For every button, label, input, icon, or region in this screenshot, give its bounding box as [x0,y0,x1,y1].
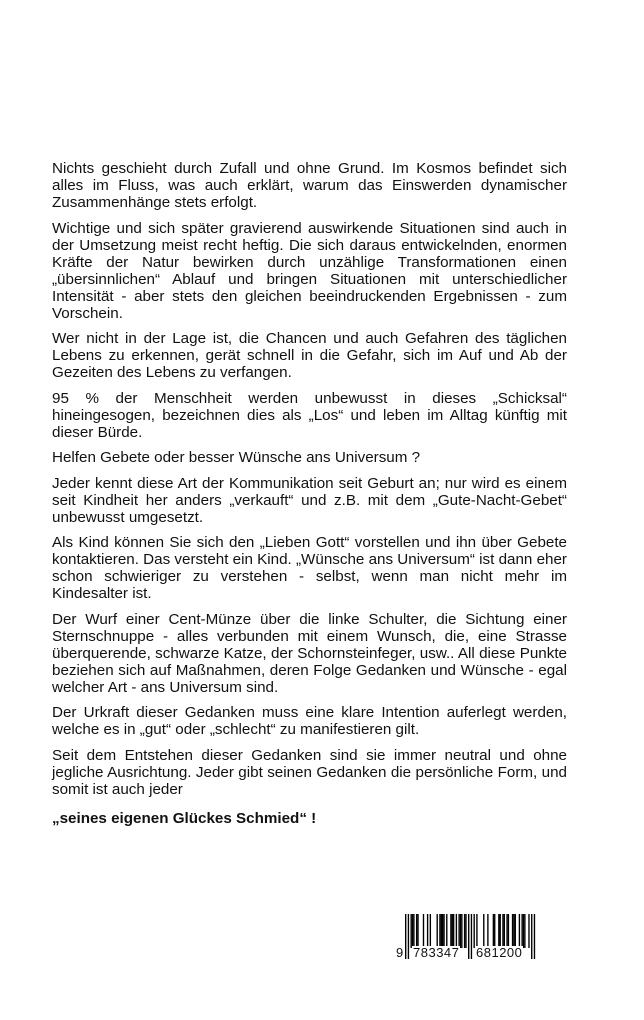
barcode-guard-bar [534,914,535,959]
paragraph-10: Seit dem Entstehen dieser Gedanken sind sie immer neutral und ohne jegliche Ausrichtung. Jeder gibt seinen Gedanken die persönliche Form, und somit ist auch jeder [52,746,567,798]
barcode-bar [452,914,453,948]
barcode-bar [460,914,461,948]
paragraph-7: Als Kind können Sie sich den „Lieben Gott“ vorstellen und ihn über Gebete kontaktieren. Das versteht ein Kind. „Wünsche ans Universum“ ist dann eher schon schwieriger zu verstehen - selbst, wenn man nicht mehr im Kindesalter ist. [52,534,567,602]
barcode-guard-bar [471,914,472,959]
barcode-bar [515,914,516,948]
barcode-bar [417,914,418,948]
barcode-bar [450,914,451,948]
paragraph-question: Helfen Gebete oder besser Wünsche ans Universum ? [52,449,421,466]
barcode-bar [453,914,454,948]
barcode-bar [476,914,477,948]
isbn-barcode [394,912,544,962]
barcode-bar [464,914,465,948]
barcode-bar [523,914,524,948]
barcode-bar [528,914,529,948]
barcode-bar [443,914,444,948]
barcode-bar [416,914,417,948]
barcode-bar [504,914,505,948]
barcode-bar [446,914,447,948]
barcode-bar [474,914,475,948]
barcode-bar [500,914,501,948]
barcode-bar [423,914,424,948]
barcode-guard-bar [405,914,406,959]
barcode-bar [513,914,514,948]
paragraph-6: Jeder kennt diese Art der Kommunikation seit Geburt an; nur wird es einem seit Kindheit her anders „verkauft“ und z.B. mit dem „Gute-Nacht-Gebet“ unbewusst umgesetzt. [52,474,567,526]
barcode-bar [437,914,438,948]
barcode-bar [441,914,442,948]
paragraph-9: Der Urkraft dieser Gedanken muss eine klare Intention auferlegt werden, welche es in „gut“ oder „schlecht“ zu manifestieren gilt. [52,704,567,738]
barcode-bar [458,914,459,948]
barcode-guard-bar [531,914,532,959]
barcode-bar [519,914,520,948]
barcode-guard-bar [468,914,469,959]
closing-line: „seines eigenen Glückes Schmied“ ! [52,809,317,827]
paragraph-1: Nichts geschieht durch Zufall und ohne Grund. Im Kosmos befindet sich alles im Fluss, was auch erklärt, warum das Einswerden dynamischer Zusammenhänge stets erfolgt. [52,160,567,211]
barcode-bar [493,914,494,948]
paragraph-8: Der Wurf einer Cent-Münze über die linke Schulter, die Sichtung einer Sternschnuppe - alles verbunden mit einem Wunsch, die, eine Strasse überquerende, schwarze Katze, der Schornsteinfeger, usw.. All diese Punkte beziehen sich auf Maßnahmen, deren Folge Gedanken und Wünsche - egal welcher Art - ans Universum sind. [52,610,567,696]
barcode-bar [439,914,440,948]
barcode-guard-bar [408,914,409,959]
barcode-bar [498,914,499,948]
barcode-right-group: 681200 [476,945,523,960]
barcode-bar [487,914,488,948]
barcode-bar [412,914,413,948]
barcode-bar [521,914,522,948]
barcode-bar [524,914,525,948]
barcode-bar [465,914,466,948]
barcode-lead-digit: 9 [396,945,404,960]
barcode-left-group: 783347 [413,945,460,960]
barcode-bar [442,914,443,948]
barcode-bar [427,914,428,948]
barcode-bar [456,914,457,948]
barcode-bar [506,914,507,948]
barcode-bar [508,914,509,948]
barcode-bar [461,914,462,948]
back-cover-text [52,160,567,835]
barcode-bar [494,914,495,948]
barcode-bar [483,914,484,948]
barcode-bar [502,914,503,948]
paragraph-2: Wichtige und sich später gravierend auswirkende Situationen sind auch in der Umsetzung meist recht heftig. Die sich daraus entwickelnden, enormen Kräfte der Natur bewirken durch unzählige Transformationen einen „übersinnlichen“ Ablauf und bringen Situationen mit unterschiedlicher Intensität - aber stets den gleichen beeindruckenden Ergebnissen - zum Vorschein. [52,219,567,322]
barcode-bar [410,914,411,948]
paragraph-3: Wer nicht in der Lage ist, die Chancen und auch Gefahren des täglichen Lebens zu erkennen, gerät schnell in die Gefahr, sich im Auf und Ab der Gezeiten des Lebens zu verfangen. [52,330,567,381]
barcode-bar [430,914,431,948]
barcode-bar [512,914,513,948]
barcode-bar [413,914,414,948]
paragraph-4: 95 % der Menschheit werden unbewusst in dieses „Schicksal“ hineingesogen, bezeichnen dies als „Los“ und leben im Alltag künftig mit dieser Bürde. [52,389,567,441]
